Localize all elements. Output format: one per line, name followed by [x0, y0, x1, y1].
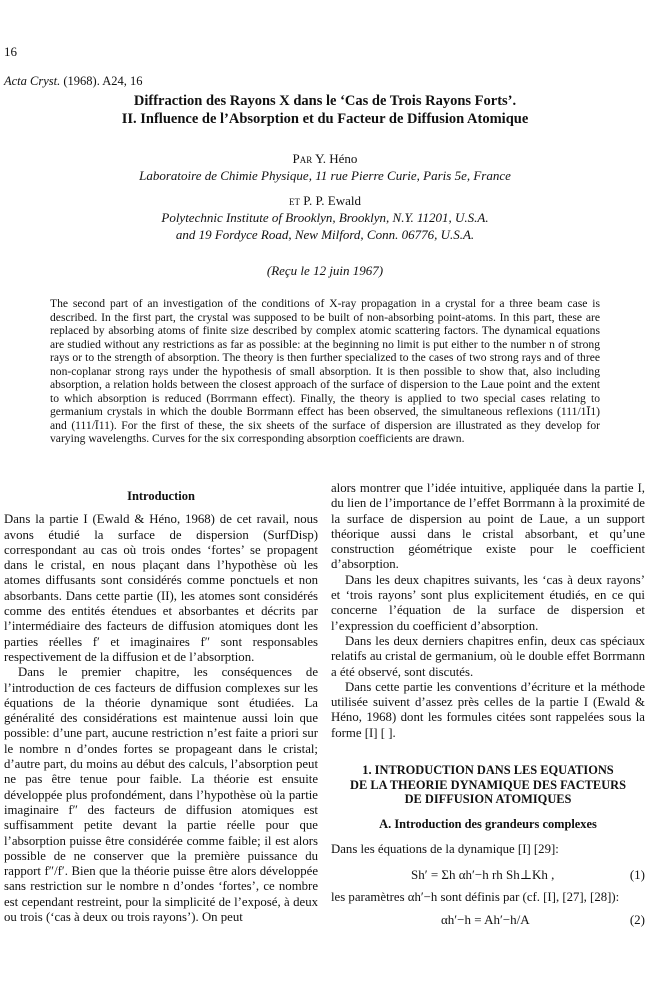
equation-1-body: Sh′ = Σh αh′−h rh Sh⊥Kh , — [411, 867, 555, 883]
title-line-2: II. Influence de l’Absorption et du Facteur de Diffusion Atomique — [121, 111, 529, 127]
introduction-heading: Introduction — [127, 489, 195, 503]
author-prefix-1: Par — [292, 151, 313, 166]
equation-2-body: αh′−h = Ah′−h/A — [441, 911, 530, 927]
author-affiliation-2b: and 19 Fordyce Road, New Milford, Conn. 06776, U.S.A. — [175, 227, 475, 242]
intro-paragraph-2: Dans le premier chapitre, les conséquences de l’introduction de ces facteurs de diffusion complexes sur les équations de la théorie dynamique sont étudiées. La généralité des considérations est maintenue aussi loin que possible: d’une part, aucune restriction n’est faite a priori sur le nombre n d’ondes fortes se propageant dans le cristal; d’autre part, du moins au début des calculs, l’absorption peut ne pas être tenue pour faible. La théorie est ensuite développée plus profondément, dans l’hypothèse où la partie imaginaire f″ des facteurs de diffusion atomiques est suffisamment petite devant la partie réelle pour que l’absorption puisse être considérée comme faible; il est alors possible de ne conserver que la première puissance du rapport f″/f′. Bien que la théorie puisse être alors développée sans restriction sur le nombre n d’ondes ‘fortes’, ce nombre est cependant restreint, pour la simplicité de l’exposé, à deux ou trois (‘cas à deux ou trois rayons’). On peut — [4, 665, 318, 925]
journal-citation — [4, 74, 143, 89]
journal-name: Acta Cryst. — [4, 74, 61, 88]
journal-ref: (1968). A24, 16 — [63, 74, 143, 88]
intro-paragraph-1: Dans la partie I (Ewald & Héno, 1968) de cet ravail, nous avons étudié la surface de dispersion (SurfDisp) correspondant au cas où trois ondes ‘fortes’ se propagent dans le cristal, en nous plaçant dans l’hypothèse où les atomes diffusants sont considérés comme ponctuels et non absorbants. Dans cette partie (II), les atomes sont considérés comme des entités étendues et absorbantes et décrits par l’intermédiaire des facteurs de diffusion atomiques dont les parties réelles f′ et imaginaires f″ sont responsables respectivement de la diffusion et de l’absorption. — [4, 512, 318, 664]
equation-2 — [331, 912, 645, 927]
right-paragraph-5: Dans les équations de la dynamique [I] [29]: — [331, 841, 559, 856]
equation-1 — [331, 867, 645, 882]
left-column — [4, 489, 318, 925]
author-block-2 — [60, 192, 590, 243]
subsection-a-heading: A. Introduction des grandeurs complexes — [379, 816, 597, 831]
equation-1-number: (1) — [629, 867, 645, 883]
abstract: The second part of an investigation of the conditions of X-ray propagation in a crystal for a three beam case is described. In the first part, the crystal was supposed to be built of non-absorbing point-atoms. In this part, these are replaced by absorbing atoms of finite size described by complex atomic scattering factors. The dynamical equations are studied without any restrictions as far as possible: at the beginning no limit is put either to the number n of strong rays or to the strength of absorption. The theory is then further specialized to the cases of two strong rays and of three non-coplanar strong rays under the hypothesis of small absorption. It is then possible to show that, also including absorption, a relation holds between the closest approach of the surface of dispersion to the Laue point and the extent to which absorption is reduced (Borrmann effect). Finally, the theory is applied to two special cases relating to germanium crystals in which the double Borrmann effect has been observed, the simultaneous reflexions (111/1Ī1) and (111/Ī11). For the first of these, the six sheets of the surface of dispersion are illustrated as they develop for varying wavelengths. Curves for the six corresponding absorption coefficients are drawn. — [50, 297, 600, 445]
author-block-1 — [60, 150, 590, 184]
right-column — [331, 481, 645, 927]
paper-title — [60, 92, 590, 128]
right-paragraph-2: Dans les deux chapitres suivants, les ‘cas à deux rayons’ et ‘trois rayons’ sont plus explicitement étudiés, en ce qui concerne l’équation de la surface de dispersion et l’expression du coefficient d’absorption. — [331, 572, 645, 633]
received-date: (Reçu le 12 juin 1967) — [266, 263, 384, 278]
author-affiliation-1: Laboratoire de Chimie Physique, 11 rue Pierre Curie, Paris 5e, France — [139, 168, 511, 183]
right-paragraph-6: les paramètres αh′−h sont définis par (cf. [I], [27], [28]): — [331, 890, 620, 905]
author-affiliation-2a: Polytechnic Institute of Brooklyn, Brooklyn, N.Y. 11201, U.S.A. — [161, 210, 489, 225]
right-paragraph-3: Dans les deux derniers chapitres enfin, deux cas spéciaux relatifs au cristal de germanium, où le double effet Borrmann a été observé, sont discutés. — [331, 633, 645, 679]
section-1-heading: 1. INTRODUCTION DANS LES EQUATIONS DE LA THEORIE DYNAMIQUE DES FACTEURS DE DIFFUSION ATOMIQUES — [350, 763, 626, 807]
author-prefix-2: et — [288, 193, 300, 208]
right-paragraph-4: Dans cette partie les conventions d’écriture et la méthode utilisée suivent d’assez près celles de la partie I (Ewald & Héno, 1968) dont les formules citées sont rappelées sous la forme [I] [ ]. — [331, 679, 645, 740]
author-name-1: Y. Héno — [315, 151, 358, 166]
equation-2-number: (2) — [629, 911, 645, 927]
author-name-2: P. P. Ewald — [303, 193, 362, 208]
page-number: 16 — [4, 44, 17, 59]
title-line-1: Diffraction des Rayons X dans le ‘Cas de Trois Rayons Forts’. — [133, 93, 517, 109]
right-paragraph-1: alors montrer que l’idée intuitive, appliquée dans la partie I, du lien de l’importance de l’effet Borrmann à la proximité de la surface de dispersion au point de Laue, a un support théorique aussi dans le cristal absorbant, et qu’une construction géométrique existe pour le coefficient d’absorption. — [331, 481, 645, 572]
